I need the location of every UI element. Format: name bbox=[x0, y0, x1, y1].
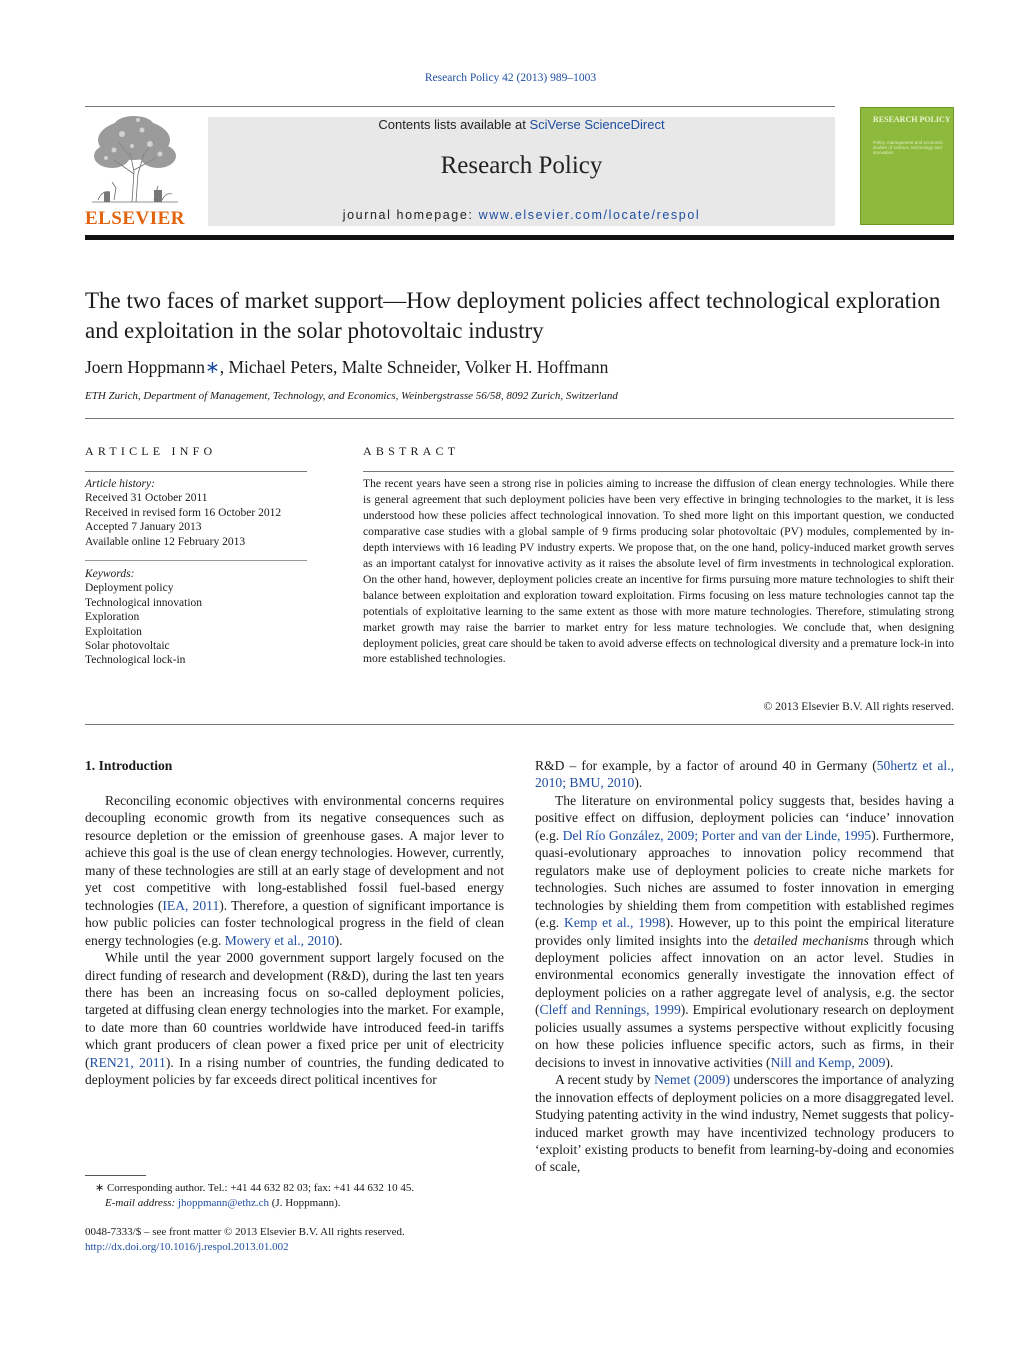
journal-homepage-line bbox=[208, 208, 835, 222]
keyword-item: Solar photovoltaic bbox=[85, 640, 170, 653]
body-text: ). bbox=[634, 775, 643, 791]
contents-available-line bbox=[208, 117, 835, 132]
body-text: ). Therefore, a question of significant importance is how public policies can foster technological progress in the field of clean energy technologies (e.g. bbox=[85, 897, 504, 948]
article-title: The two faces of market support—How deployment policies affect technological exploration and exploitation in the solar photovoltaic industry bbox=[85, 288, 941, 343]
citation-link[interactable]: Nill and Kemp, 2009 bbox=[770, 1054, 886, 1070]
citation-link[interactable]: 50hertz et al., 2010; BMU, 2010 bbox=[535, 758, 954, 791]
citation-link[interactable]: REN21, 2011 bbox=[89, 1054, 166, 1070]
keyword-item: Deployment policy bbox=[85, 582, 174, 595]
history-item: Accepted 7 January 2013 bbox=[85, 521, 202, 534]
masthead-thick-rule bbox=[85, 235, 954, 240]
keyword-item: Exploration bbox=[85, 611, 140, 624]
history-item: Received 31 October 2011 bbox=[85, 492, 208, 505]
body-text: ). Furthermore, quasi-evolutionary approaches to innovation policy recommend that regulators make use of deployment policies to create niche markets for technologies. Such niches are assumed to foster innovation in emerging technologies by shielding them from competition with established regimes (e.g. bbox=[535, 827, 954, 931]
issn-line: 0048-7333/$ – see front matter © 2013 Elsevier B.V. All rights reserved. bbox=[85, 1226, 405, 1238]
cover-subtitle: Policy, management and economic studies of science, technology and innovation bbox=[873, 140, 943, 155]
history-item: Received in revised form 16 October 2012 bbox=[85, 506, 282, 519]
footnote-mark: ∗ bbox=[95, 1182, 105, 1194]
corresponding-author-footnote bbox=[85, 1181, 505, 1211]
paragraph bbox=[85, 792, 504, 949]
footnote-corresponding: Corresponding author. Tel.: +41 44 632 82 03; fax: +41 44 632 10 45. bbox=[106, 1182, 415, 1194]
author-name: Michael Peters bbox=[228, 357, 333, 377]
abstract-bottom-rule bbox=[85, 724, 954, 725]
paragraph bbox=[535, 1071, 954, 1176]
body-text: ). bbox=[334, 932, 343, 948]
body-column-left bbox=[85, 792, 504, 1089]
body-text: ). bbox=[885, 1054, 894, 1070]
author-name: Malte Schneider bbox=[341, 357, 457, 377]
affiliation-rule bbox=[85, 418, 954, 419]
cover-title: RESEARCH POLICY bbox=[873, 115, 951, 124]
front-matter bbox=[85, 1225, 505, 1255]
body-text: A recent study by bbox=[555, 1072, 655, 1088]
body-text: ). In a rising number of countries, the funding dedicated to deployment policies by far exceeds direct political incentives for bbox=[85, 1054, 504, 1088]
body-text: ). Empirical evolutionary research on deployment policies usually assumes a systems perspective without explicitly focusing on how these policies influence specific actors, such as firms, in their decisions to invest in innovative activities ( bbox=[535, 1002, 954, 1070]
homepage-prefix: journal homepage: bbox=[342, 208, 479, 222]
abstract-heading: ABSTRACT bbox=[363, 444, 460, 458]
body-text: Reconciling economic objectives with environmental concerns requires decoupling economic growth from its negative consequences such as resource depletion or the emission of greenhouse gases. A major lever to achieve this goal is the use of clean energy technologies. However, currently, many of these technologies are still at an early stage of development and not yet cost competitive with long-established fossil fuel-based energy technologies ( bbox=[85, 793, 504, 913]
author-affiliation: ETH Zurich, Department of Management, Technology, and Economics, Weinbergstrasse 56/58, 8092 Zurich, Switzerland bbox=[85, 390, 618, 402]
keyword-item: Technological innovation bbox=[85, 596, 203, 609]
keyword-list bbox=[85, 567, 315, 668]
citation-link[interactable]: Del Río González, 2009; Porter and van der Linde, 1995 bbox=[562, 827, 872, 843]
history-label: Article history: bbox=[85, 478, 155, 490]
section-heading-introduction: 1. Introduction bbox=[85, 758, 173, 773]
email-label: E-mail address: bbox=[105, 1197, 176, 1209]
paragraph bbox=[535, 792, 954, 1071]
citation-link[interactable]: Mowery et al., 2010 bbox=[224, 932, 335, 948]
abstract-rule bbox=[363, 471, 954, 472]
author-name: Joern Hoppmann bbox=[85, 357, 206, 377]
paragraph bbox=[535, 757, 954, 792]
citation-link[interactable]: Kemp et al., 1998 bbox=[564, 915, 666, 931]
citation-link[interactable]: Nemet (2009) bbox=[654, 1072, 730, 1088]
corresponding-author-mark[interactable]: ∗ bbox=[205, 357, 220, 377]
journal-cover-thumbnail[interactable] bbox=[860, 107, 954, 225]
citation-link[interactable]: Cleff and Rennings, 1999 bbox=[539, 1002, 681, 1018]
citation-link[interactable]: IEA, 2011 bbox=[162, 897, 220, 913]
header-rule bbox=[85, 106, 835, 107]
body-text: through which deployment policies affect innovation on an actor level. Studies in environmental economics generally investigate the innovation effect of deployment policies on a rather aggregate level of analysis, e.g. the sector ( bbox=[535, 932, 954, 1018]
author-name: Volker H. Hoffmann bbox=[464, 357, 609, 377]
journal-citation[interactable]: Research Policy 42 (2013) 989–1003 bbox=[424, 72, 597, 84]
doi-link[interactable]: http://dx.doi.org/10.1016/j.respol.2013.01.002 bbox=[85, 1241, 289, 1253]
email-suffix: (J. Hoppmann). bbox=[269, 1197, 341, 1209]
body-text: underscores the importance of analyzing the innovation effects of deployment policies on a more disaggregated level. Studying patenting activity in the wind industry, Nemet suggests that policy-induced market growth may have incentivized technology producers to ‘exploit’ existing products to benefit from learning-by-doing and economies of scale, bbox=[535, 1072, 954, 1175]
article-info-heading: ARTICLE INFO bbox=[85, 444, 217, 458]
sciencedirect-link[interactable]: SciVerse ScienceDirect bbox=[529, 117, 665, 132]
author-email-link[interactable]: jhoppmann@ethz.ch bbox=[177, 1197, 269, 1209]
keyword-item: Technological lock-in bbox=[85, 654, 186, 667]
body-text: R&D – for example, by a factor of around 40 in Germany ( bbox=[535, 758, 877, 773]
abstract-body: The recent years have seen a strong rise in policies aiming to increase the diffusion of clean energy technologies. While there is general agreement that such deployment policies have been very effective in bringing technologies to the market, it is less understood how these policies affect technological innovation. To shed more light on this important question, we conducted comparative case studies with a global sample of 9 firms producing solar photovoltaic (PV) modules, complemented by in-depth interviews with 16 leading PV industry experts. We propose that, on the one hand, policy-induced market growth serves as an important catalyst for innovative activity as it raises the absolute level of firm investments in technological exploration. On the other hand, however, deployment policies create an incentive for firms pursuing more mature technologies to shift their balance between exploitation and exploration toward exploitation. Firms focusing on less mature technologies cannot tap the potentials of exploitative learning to the same extent as those with more mature technologies. Therefore, stimulating strong market growth may raise the barrier to market entry for less mature technologies. We conclude that, when designing deployment policies, great care should be taken to avoid adverse effects on technological diversity and a premature lock-in into more established technologies. bbox=[363, 477, 954, 666]
emphasis-text: detailed mechanisms bbox=[753, 932, 869, 948]
body-text: ). However, up to this point the empirical literature provides only limited insights into the bbox=[535, 915, 954, 948]
footnote-rule bbox=[85, 1175, 146, 1176]
keywords-label: Keywords: bbox=[85, 568, 135, 580]
keyword-item: Exploitation bbox=[85, 625, 142, 638]
abstract-copyright: © 2013 Elsevier B.V. All rights reserved. bbox=[763, 700, 954, 713]
body-text: While until the year 2000 government support largely focused on the direct funding of research and development (R&D), during the last ten years there has been an increasing focus on so-called deployment policies, targeted at diffusing clean energy technologies into the market. For example, to date more than 60 countries worldwide have introduced feed-in tariffs which grant producers of clean power a fixed price per unit of electricity ( bbox=[85, 950, 504, 1070]
body-column-right bbox=[535, 757, 954, 1176]
history-item: Available online 12 February 2013 bbox=[85, 535, 246, 548]
article-info-rule bbox=[85, 471, 307, 472]
elsevier-wordmark: ELSEVIER bbox=[84, 208, 186, 229]
author-list: Joern Hoppmann∗, Michael Peters, Malte Schneider, Volker H. Hoffmann bbox=[85, 357, 609, 377]
journal-title: Research Policy bbox=[440, 152, 603, 179]
paragraph bbox=[85, 949, 504, 1089]
homepage-link[interactable]: www.elsevier.com/locate/respol bbox=[478, 208, 701, 222]
body-text: The literature on environmental policy suggests that, besides having a positive effect on diffusion, deployment policies can ‘induce’ innovation (e.g. bbox=[535, 792, 954, 843]
contents-prefix: Contents lists available at bbox=[378, 117, 530, 132]
article-history bbox=[85, 477, 315, 549]
keywords-rule bbox=[85, 560, 307, 561]
